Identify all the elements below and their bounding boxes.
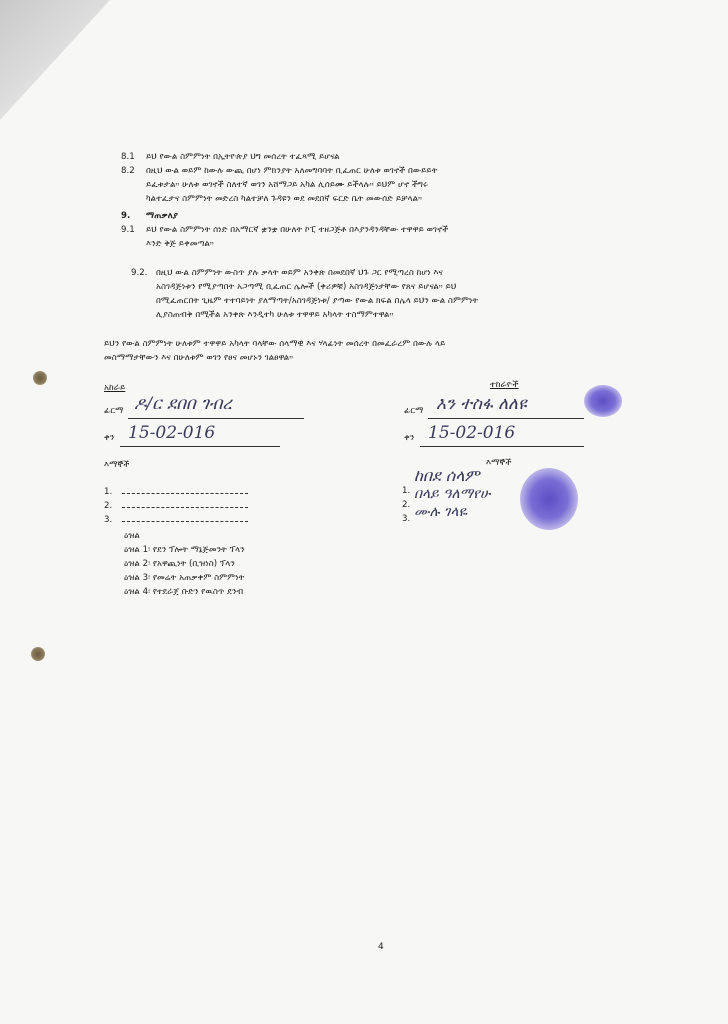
witness-number: 2. — [402, 500, 411, 510]
tenant-date: 15-02-016 — [428, 423, 516, 443]
clause-text-line: ይህ የውል ስምምነት በኢትዮጵያ ህግ መሰረት ተፈጻሚ ይሆናል — [146, 152, 340, 162]
landlord-signature: ዶ/ር ደበበ ገብረ — [134, 394, 232, 414]
attachment-item: ዕዝል 3፡ የመሬት አጠቃቀም ስምምነት — [124, 573, 245, 583]
tenant-signature: እን ተስፋ ለለዩ — [436, 394, 527, 414]
clause-number: 8.2 — [121, 166, 135, 176]
date-line — [420, 446, 584, 447]
landlord-title: አከራይ — [104, 383, 126, 393]
clause-text-line: ይፈቱታል። ሁለቱ ወገኖች ስለተኛ ወገን አሸማጋይ አካል ሊሰይሙ ይችላሉ። ይህም ሆኖ ችግሩ — [146, 180, 428, 190]
witnesses-title: እማኞች — [104, 460, 130, 470]
witness-number: 1. — [104, 487, 113, 497]
attachment-item: ዕዝል 2፡ የአዋጪነት (ቢዝነስ) ፕላን — [124, 559, 235, 569]
page-number: 4 — [378, 942, 384, 952]
attachment-item: ዕዝል 4፡ የተደራጀ ቡድን የዉስጥ ደንብ — [124, 587, 244, 597]
attachment-item: ዕዝል 1፡ የደን ፕሎት ማኔጅመንት ፕላን — [124, 545, 245, 555]
clause-text-line: በሚፈጠርበት ጊዜም ተተባይነት ያለማጣት/አስገዳጅነቱ/ ያጣው የውል ክፍል በሌላ ይህን ውል ስምምነት — [156, 296, 479, 306]
clause-text-line: እንድ ቅጅ ይቀመጣል። — [146, 239, 214, 249]
date-label: ቀን — [404, 433, 415, 443]
witness-number: 3. — [104, 515, 113, 525]
closing-text-line: ይህን የውል ስምምነት ሁለቱም ተዋዋይ አካላት ባላቸው ሰላማዊ እና ሃላፊነት መሰረት በመፈራረም በውሉ ላይ — [104, 339, 446, 349]
signature-line — [128, 418, 304, 419]
witness-number: 3. — [402, 514, 411, 524]
witness-signature: በላይ ዓለማየሁ — [414, 486, 491, 502]
clause-number: 8.1 — [121, 152, 135, 162]
clause-text-line: አስገዳጅነቱን የሚያጣበት አጋጣሚ ቢፈጠር ሌሎች (ቀሪዎቹ) አስገዳጅነታቸው የጸና ይሆናል። ይህ — [156, 282, 457, 292]
witnesses-title: እማኞች — [486, 458, 512, 468]
closing-text-line: መስማማታቸውን እና በሁለቱም ወገን የፀና መሆኑን ገልፀዋል። — [104, 353, 294, 363]
tenants-title: ተከራዮች — [490, 380, 519, 390]
witness-number: 2. — [104, 501, 113, 511]
attachments-title: ዕዝል — [124, 531, 140, 541]
clause-number: 9.2. — [131, 268, 148, 278]
signature-line — [428, 418, 584, 419]
landlord-date: 15-02-016 — [128, 423, 216, 443]
thumbprint-stamp — [584, 385, 622, 417]
witness-line — [122, 521, 248, 522]
witness-line — [122, 493, 248, 494]
clause-text-line: በዚህ ውል ወይም ከውሉ ውጪ በሆነ ምክንያት አለመግባባት ቢፈጠር ሁለቱ ወገኖች በውይይት — [146, 166, 438, 176]
section-heading: ማጠቃለያ — [146, 211, 178, 221]
punch-hole-bottom — [31, 647, 45, 661]
clause-text-line: በዚህ ውል ስምምነት ውስጥ ያሉ ቃላት ወይም አንቀጽ በመደበኛ ህጉ ጋር የሚጣረስ ከሆነ እና — [156, 268, 443, 278]
clause-text-line: ካልተፈታና ስምምነት መድረስ ካልተቻለ ጉዳዩን ወደ መደበኛ ፍርድ ቤት መውሰድ ይቻላል። — [146, 194, 423, 204]
witness-line — [122, 507, 248, 508]
punch-hole-top — [33, 371, 47, 385]
clause-number: 9.1 — [121, 225, 135, 235]
signature-label: ፊርማ — [404, 406, 424, 416]
witness-number: 1. — [402, 486, 411, 496]
signature-label: ፊርማ — [104, 406, 124, 416]
witness-signature: ከበደ ሰላም — [414, 466, 480, 485]
section-number: 9. — [121, 211, 131, 221]
clause-text-line: ይህ የውል ስምምነት ሰነድ በአማርኛ ቋንቋ በሁለት ኮፒ ተዘጋጅቶ በእያንዳንዳቸው ተዋዋይ ወገኖች — [146, 225, 449, 235]
date-label: ቀን — [104, 433, 115, 443]
witness-thumbprint-stamp — [520, 468, 578, 530]
witness-signature: ሙሉ ገላዬ — [414, 504, 468, 520]
folded-corner — [0, 0, 110, 120]
clause-text-line: ሊያስጠብቅ በሚችል አንቀጽ እንዲተካ ሁለቱ ተዋዋይ አካላት ተስማምተዋል። — [156, 310, 394, 320]
date-line — [120, 446, 280, 447]
